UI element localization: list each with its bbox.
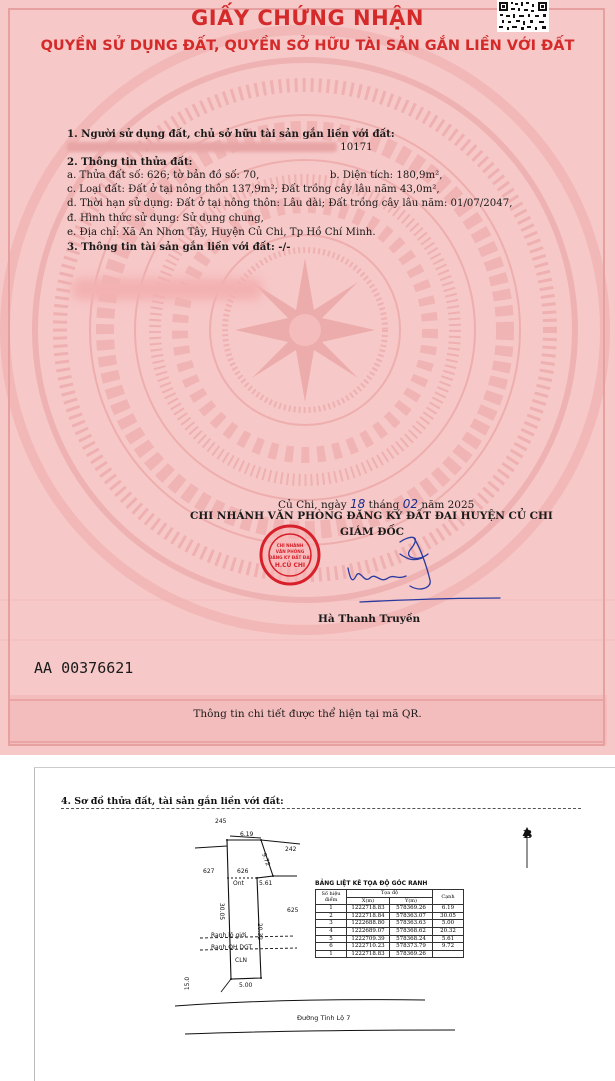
certificate-body [67,127,587,254]
cell-y: 578368.24 [390,935,433,943]
parcel-area: b. Diện tích: 180,9m², [329,170,443,182]
cell-edge [433,950,464,958]
section-4-heading: 4. Sơ đồ thửa đất, tài sản gắn liền với đất: [61,796,284,807]
cell-edge: 6.19 [433,905,464,913]
cell-edge: 20.32 [433,927,464,935]
col-edge: Cạnh [433,890,464,905]
cell-edge: 30.05 [433,912,464,920]
road-edge-1 [175,1000,425,1006]
red-seal-stamp [258,523,322,587]
parcel-number: a. Thửa đất số: 626; tờ bản đồ số: 70, [67,170,260,182]
issuing-office: CHI NHÁNH VĂN PHÒNG ĐĂNG KÝ ĐẤT ĐAI HUYỆN CỦ CHI [190,510,553,522]
certificate-border [8,8,605,746]
parcel-usage-form: đ. Hình thức sử dụng: Sử dụng chung, [67,212,264,224]
cell-x: 1222710.23 [347,943,390,951]
cell-edge: 9.72 [433,943,464,951]
edge-length-30-05: 30.05 [218,902,226,921]
coordinate-table [315,889,464,958]
land-code-ont: Ont [233,880,244,887]
col-x: X(m) [347,897,390,905]
edge-length-5-00: 5.00 [239,982,253,989]
svg-text:CHI NHÁNH: CHI NHÁNH [276,543,304,548]
cell-x: 1222689.07 [347,927,390,935]
table-row [316,935,464,943]
setback-line [221,979,231,992]
table-row [316,943,464,951]
table-row [316,927,464,935]
cell-point: 2 [316,912,347,920]
cell-x: 1222718.83 [347,905,390,913]
redacted-owner-text [67,142,337,152]
cell-x: 1222718.84 [347,912,390,920]
cell-edge: 5.61 [433,935,464,943]
issue-date-prefix: Củ Chi, ngày [278,499,347,511]
parcel-label-625: 625 [287,907,299,914]
section-3-heading: 3. Thông tin tài sản gắn liền với đất: -/- [67,240,291,253]
cell-y: 578363.07 [390,912,433,920]
col-coordinates: Tọa độ [347,890,433,898]
cell-edge: 5.00 [433,920,464,928]
certificate-title: GIẤY CHỨNG NHẬN [191,6,424,30]
cell-y: 578368.62 [390,927,433,935]
land-code-cln: CLN [235,957,248,964]
signature [340,528,510,618]
issue-month-label: tháng [368,499,400,511]
parcel-label-626: 626 [237,868,249,875]
coordinate-table-title: BẢNG LIỆT KÊ TỌA ĐỘ GÓC RANH [315,880,428,887]
cell-y: 578369.26 [390,950,433,958]
signer-name: Hà Thanh Truyền [318,613,421,625]
owner-id-tail: 10171 [340,142,373,154]
redacted-block [72,278,262,300]
cell-point: 3 [316,920,347,928]
parcel-address: e. Địa chỉ: Xã An Nhơn Tây, Huyện Củ Chi, Tp Hồ Chí Minh. [67,226,376,238]
col-point-id: Số hiệu điểm [316,890,347,905]
issue-month: 02 [402,497,418,511]
section-1-heading: 1. Người sử dụng đất, chủ sở hữu tài sản gắn liền với đất: [67,128,395,140]
issue-day: 18 [349,497,366,511]
parcel-term: d. Thời hạn sử dụng: Đất ở tại nông thôn: Lâu dài; Đất trồng cây lâu năm: 01/07/2047, [67,198,513,210]
boundary-label: Ranh lộ giới [211,932,247,939]
parcel-label-245: 245 [215,818,227,825]
parcel-label-627: 627 [203,868,215,875]
section-2-heading: 2. Thông tin thửa đất: [67,156,193,169]
qh-boundary-label: Ranh QH DGT [211,944,253,951]
neighbor-line-left [195,846,227,848]
setback-15-0: 15.0 [184,976,192,991]
road-edge-2 [185,1030,455,1034]
edge-length-5-61: 5.61 [259,880,273,887]
plot-diagram-page [34,767,615,1081]
director-title: GIÁM ĐỐC [340,526,404,538]
qr-note: Thông tin chi tiết được thể hiện tại mã QR. [193,708,422,720]
cell-x: 1222688.80 [347,920,390,928]
cell-y: 578373.79 [390,943,433,951]
owner-info-redacted [67,141,587,155]
col-y: Y(m) [390,897,433,905]
parcel-ab-line [67,169,587,183]
edge-length-6-19: 6.19 [240,831,254,838]
cell-x: 1222718.83 [347,950,390,958]
table-row [316,912,464,920]
cell-x: 1222709.39 [347,935,390,943]
cell-point: 4 [316,927,347,935]
cell-point: 1 [316,905,347,913]
issue-date [278,497,474,511]
cell-y: 578369.26 [390,905,433,913]
issue-year: năm 2025 [421,499,475,511]
cell-point: 5 [316,935,347,943]
cell-y: 578363.63 [390,920,433,928]
qr-code[interactable] [497,0,549,32]
svg-text:H.CỦ CHI: H.CỦ CHI [274,562,306,569]
edge-length-20-32: 20.32 [256,922,264,941]
svg-text:VĂN PHÒNG: VĂN PHÒNG [275,549,305,554]
cell-point: 1 [316,950,347,958]
parcel-label-242: 242 [285,846,297,853]
table-row [316,920,464,928]
road-label: Đường Tỉnh Lộ 7 [297,1014,351,1022]
svg-text:ĐĂNG KÝ ĐẤT ĐAI: ĐĂNG KÝ ĐẤT ĐAI [268,555,312,560]
certificate-subtitle: QUYỀN SỬ DỤNG ĐẤT, QUYỀN SỞ HỮU TÀI SẢN GẮN LIỀN VỚI ĐẤT [40,38,575,54]
neighbor-line-right [261,840,300,844]
cell-point: 6 [316,943,347,951]
edge-length-9-72: 9.72 [260,852,272,867]
table-row [316,905,464,913]
serial-number: AA 00376621 [34,659,134,677]
parcel-land-type: c. Loại đất: Đất ở tại nông thôn 137,9m²; Đất trồng cây lâu năm 43,0m², [67,184,440,196]
north-indicator: B [523,828,533,841]
table-row [316,950,464,958]
